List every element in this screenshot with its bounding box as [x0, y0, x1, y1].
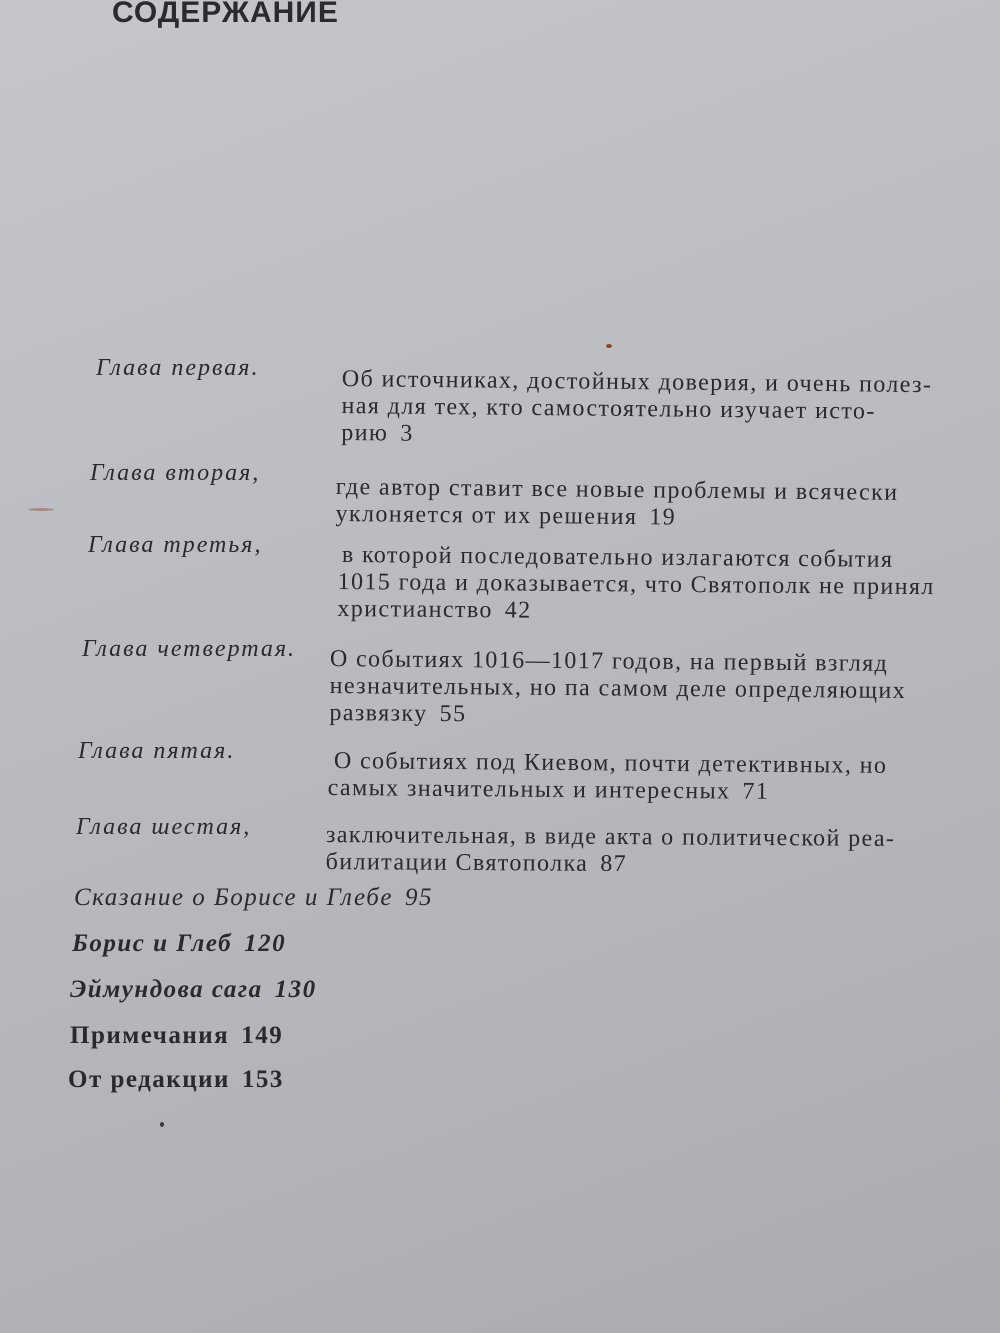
chapter-label: Глава вторая, — [90, 460, 261, 486]
page-number: 3 — [400, 420, 414, 447]
paper-speck — [606, 344, 612, 348]
page-number: 149 — [241, 1022, 284, 1049]
description-line: Об источниках, достойных доверия, и очень полез- — [341, 366, 933, 399]
page-number: 42 — [504, 597, 532, 624]
page-number: 71 — [742, 778, 770, 805]
paper-speck — [160, 1122, 164, 1127]
entry-title: Примечания — [70, 1022, 230, 1049]
page-number: 19 — [649, 504, 677, 531]
description-line: в которой последовательно излагаются события — [341, 542, 894, 573]
description-line: самых значительных и интересных — [327, 774, 731, 805]
description-line: христианство — [337, 595, 493, 624]
page-number: 130 — [274, 976, 317, 1003]
chapter-label: Глава первая. — [96, 355, 260, 381]
chapter-description — [326, 822, 896, 880]
chapter-label: Глава шестая, — [76, 814, 252, 840]
description-line: ная для тех, кто самостоятельно изучает исто- — [341, 392, 876, 425]
page-number: 153 — [241, 1066, 284, 1093]
entry-title: Борис и Глеб — [72, 930, 233, 957]
page-number: 87 — [600, 850, 628, 878]
toc-entry-primechaniya — [70, 1022, 283, 1050]
chapter-label: Глава пятая. — [78, 738, 236, 764]
description-line: рию — [341, 419, 389, 447]
chapter-description — [329, 646, 906, 732]
entry-title: От редакции — [68, 1066, 230, 1093]
chapter-description — [335, 474, 898, 534]
chapter-description — [337, 542, 935, 628]
toc-entry-eymundova-saga — [70, 976, 317, 1004]
page-number: 55 — [439, 700, 467, 728]
description-line: незначительных, но па самом деле определяющих — [329, 672, 907, 705]
chapter-label: Глава третья, — [88, 532, 263, 558]
page-number: 120 — [244, 930, 287, 957]
chapter-description — [327, 748, 888, 807]
toc-entry-boris-i-gleb — [72, 930, 286, 958]
description-line: развязку — [329, 699, 428, 727]
entry-title: Эймундова сага — [70, 976, 263, 1003]
page-title: СОДЕРЖАНИЕ — [112, 0, 339, 29]
entry-title: Сказание о Борисе и Глебе — [74, 884, 393, 911]
description-line: где автор ставит все новые проблемы и всячески — [335, 474, 899, 506]
description-line: О событиях 1016—1017 годов, на первый взгляд — [329, 646, 889, 677]
toc-entry-skazanie — [74, 884, 433, 912]
description-line: заключительная, в виде акта о политической реа- — [325, 822, 896, 852]
description-line: уклоняется от их решения — [335, 500, 638, 531]
paper-speck — [28, 508, 54, 511]
description-line: 1015 года и доказывается, что Святополк не принял — [337, 568, 935, 601]
description-line: О событиях под Киевом, почти детективных, но — [333, 748, 888, 779]
chapter-label: Глава четвертая. — [82, 636, 297, 662]
description-line: билитации Святополка — [325, 848, 589, 877]
chapter-description — [341, 366, 932, 453]
page-number: 95 — [404, 884, 433, 911]
toc-entry-ot-redaktsii — [68, 1066, 284, 1094]
